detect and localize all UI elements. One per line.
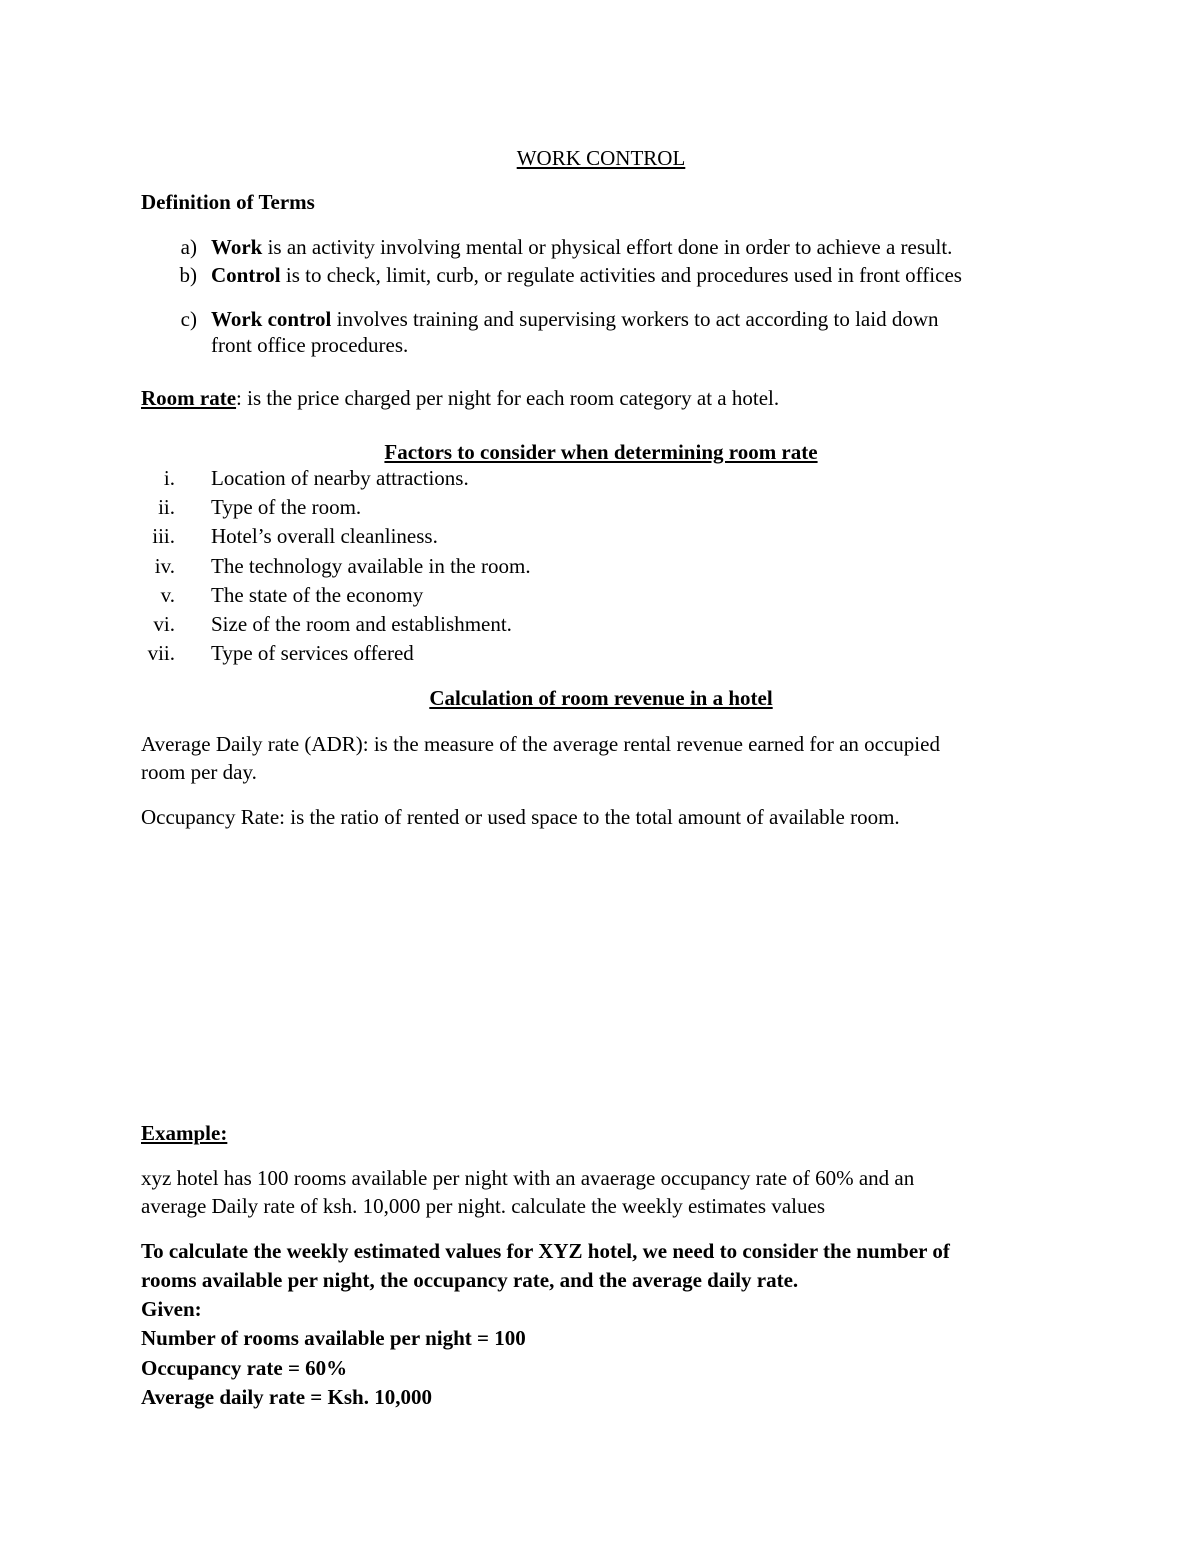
- adr-definition-line2: room per day.: [141, 760, 257, 784]
- given-adr: Average daily rate = Ksh. 10,000: [141, 1385, 432, 1409]
- example-heading: Example:: [141, 1121, 228, 1145]
- list-marker: c): [180, 307, 197, 331]
- room-rate-text: : is the price charged per night for each room category at a hotel.: [236, 386, 780, 410]
- list-item-text: Location of nearby attractions.: [211, 466, 469, 490]
- example-text-line1: xyz hotel has 100 rooms available per night with an avaerage occupancy rate of 60% and an: [141, 1166, 915, 1190]
- definition-term: Work: [211, 235, 263, 259]
- list-item-text: The technology available in the room.: [211, 554, 531, 578]
- factors-heading: Factors to consider when determining room rate: [384, 440, 818, 464]
- definition-term: Work control: [211, 307, 332, 331]
- list-item-text: Type of the room.: [211, 495, 362, 519]
- list-marker: ii.: [158, 495, 175, 519]
- occupancy-definition: Occupancy Rate: is the ratio of rented or used space to the total amount of available room.: [141, 805, 900, 829]
- example-text-line2: average Daily rate of ksh. 10,000 per night. calculate the weekly estimates values: [141, 1194, 825, 1218]
- definition-text: is an activity involving mental or physical effort done in order to achieve a result.: [262, 235, 953, 259]
- solution-intro-line2: rooms available per night, the occupancy rate, and the average daily rate.: [141, 1268, 799, 1292]
- given-label: Given:: [141, 1297, 202, 1321]
- definition-term: Control: [211, 263, 281, 287]
- room-rate-definition: [141, 384, 779, 412]
- definition-text: involves training and supervising workers to act according to laid down: [331, 307, 939, 331]
- definition-text-continued: front office procedures.: [211, 333, 409, 357]
- list-item-text: Size of the room and establishment.: [211, 612, 512, 636]
- list-marker: v.: [160, 583, 175, 607]
- page-title: WORK CONTROL: [516, 146, 686, 170]
- definitions-heading: Definition of Terms: [141, 190, 315, 214]
- given-occupancy: Occupancy rate = 60%: [141, 1356, 348, 1380]
- list-marker: iv.: [154, 554, 175, 578]
- list-marker: i.: [163, 466, 175, 490]
- definition-text: is to check, limit, curb, or regulate activities and procedures used in front offices: [280, 263, 962, 287]
- list-marker: vii.: [147, 641, 175, 665]
- list-marker: a): [180, 235, 197, 259]
- list-item-text: Hotel’s overall cleanliness.: [211, 524, 438, 548]
- solution-intro-line1: To calculate the weekly estimated values for XYZ hotel, we need to consider the number of: [141, 1239, 950, 1263]
- calculation-heading: Calculation of room revenue in a hotel: [429, 686, 773, 710]
- list-item-text: The state of the economy: [211, 583, 424, 607]
- adr-definition-line1: Average Daily rate (ADR): is the measure of the average rental revenue earned for an occupied: [141, 732, 940, 756]
- list-item-text: Type of services offered: [211, 641, 414, 665]
- list-marker: vi.: [153, 612, 175, 636]
- room-rate-term: Room rate: [141, 386, 237, 410]
- list-marker: iii.: [152, 524, 175, 548]
- given-rooms: Number of rooms available per night = 100: [141, 1326, 526, 1350]
- list-marker: b): [179, 263, 197, 287]
